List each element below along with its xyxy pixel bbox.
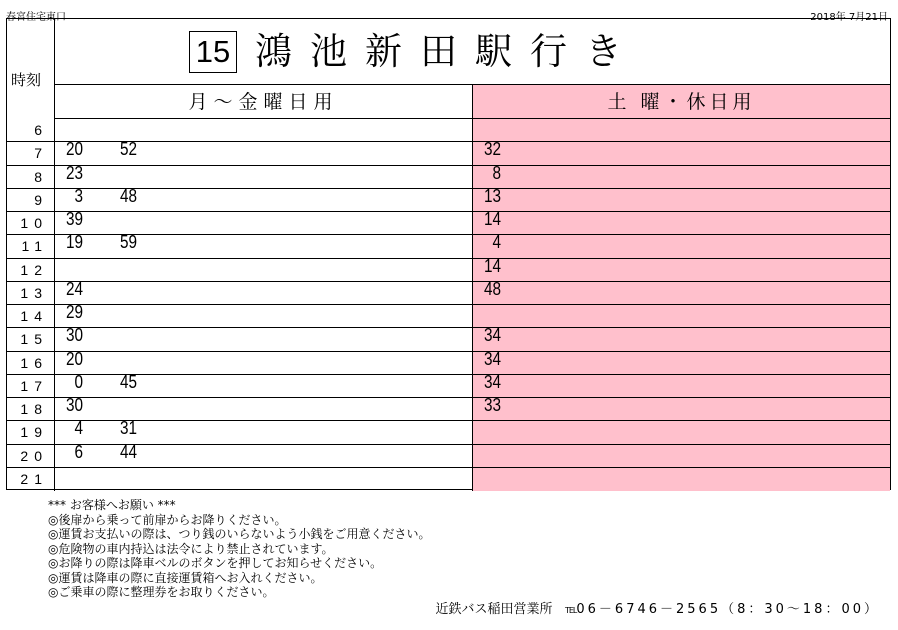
weekend-cell bbox=[473, 209, 890, 234]
hour-cell: 15 bbox=[7, 328, 55, 350]
weekday-cell bbox=[55, 348, 473, 374]
hour-cell: 14 bbox=[7, 305, 55, 327]
weekday-cell bbox=[55, 259, 473, 281]
weekend-cell bbox=[473, 325, 890, 350]
table-row bbox=[7, 302, 890, 328]
destination-title: 鴻池新田駅行き bbox=[255, 30, 640, 73]
time-column-header bbox=[7, 19, 55, 119]
weekday-cell bbox=[55, 325, 473, 350]
weekday-cell bbox=[55, 139, 473, 164]
notes-heading: *** お客様へお願い *** bbox=[48, 498, 176, 512]
weekday-cell bbox=[55, 278, 473, 304]
departure-minute: 34 bbox=[483, 348, 501, 369]
weekend-cell bbox=[473, 162, 890, 188]
weekday-cell bbox=[55, 232, 473, 257]
weekday-header: 月～金曜日用 bbox=[55, 85, 473, 119]
table-row bbox=[7, 441, 890, 468]
departure-minute: 59 bbox=[119, 232, 137, 253]
departure-minute: 45 bbox=[119, 371, 137, 392]
weekend-cell bbox=[473, 421, 890, 443]
table-row bbox=[7, 325, 890, 351]
note-line: ◎後扉から乗って前扉からお降りください。 bbox=[48, 512, 287, 527]
departure-minute: 19 bbox=[65, 232, 83, 253]
departure-minute: 14 bbox=[483, 255, 501, 276]
weekday-cell bbox=[55, 371, 473, 397]
weekday-cell bbox=[55, 418, 473, 443]
weekend-cell bbox=[473, 185, 890, 211]
departure-minute: 20 bbox=[65, 348, 83, 369]
departure-minute: 6 bbox=[74, 441, 83, 462]
tel-label: TEL bbox=[564, 606, 577, 615]
office-name: 近鉄バス稲田営業所 bbox=[435, 602, 553, 617]
departure-minute: 48 bbox=[119, 185, 137, 206]
table-row bbox=[7, 468, 890, 491]
departure-minute: 34 bbox=[483, 371, 501, 392]
table-row bbox=[7, 371, 890, 398]
weekend-cell bbox=[473, 305, 890, 327]
weekend-cell bbox=[473, 232, 890, 257]
table-row bbox=[7, 162, 890, 189]
hour-cell: 19 bbox=[7, 421, 55, 443]
timetable bbox=[6, 18, 891, 490]
weekend-cell bbox=[473, 395, 890, 420]
hour-cell: 16 bbox=[7, 352, 55, 374]
departure-minute: 32 bbox=[483, 139, 501, 160]
hour-cell: 21 bbox=[7, 468, 55, 491]
note-line: ◎運賃お支払いの際は、つり銭のいらないよう小銭をご用意ください。 bbox=[48, 527, 431, 541]
note-line: ◎ご乗車の際に整理券をお取りください。 bbox=[48, 585, 275, 599]
departure-minute: 20 bbox=[65, 139, 83, 160]
table-row bbox=[7, 418, 890, 444]
bus-stop-name: 春宮住宅東口 bbox=[6, 12, 66, 23]
table-row bbox=[7, 119, 890, 142]
time-label: 時刻 bbox=[11, 71, 42, 89]
weekend-cell bbox=[473, 119, 890, 141]
hour-cell: 17 bbox=[7, 375, 55, 397]
title-row bbox=[55, 19, 890, 85]
weekday-cell bbox=[55, 441, 473, 467]
departure-minute: 3 bbox=[74, 185, 83, 206]
phone-number: 06－6746－2565 bbox=[576, 602, 722, 617]
weekend-cell bbox=[473, 371, 890, 397]
weekend-cell bbox=[473, 255, 890, 281]
table-row bbox=[7, 139, 890, 165]
departure-minute: 31 bbox=[119, 418, 137, 439]
departure-minute: 23 bbox=[65, 162, 83, 183]
hour-cell: 11 bbox=[7, 235, 55, 257]
weekday-cell bbox=[55, 209, 473, 234]
weekend-header: 土 曜・休日用 bbox=[473, 85, 890, 119]
departure-minute: 33 bbox=[483, 395, 501, 415]
departure-minute: 13 bbox=[483, 185, 501, 206]
timetable-rows bbox=[7, 119, 890, 489]
weekday-cell bbox=[55, 302, 473, 327]
table-row bbox=[7, 348, 890, 375]
table-row bbox=[7, 255, 890, 282]
hour-cell: 12 bbox=[7, 259, 55, 281]
weekday-cell bbox=[55, 185, 473, 211]
hour-cell: 13 bbox=[7, 282, 55, 304]
hour-cell: 8 bbox=[7, 166, 55, 188]
hour-cell: 10 bbox=[7, 212, 55, 234]
note-line: ◎運賃は降車の際に直接運賃箱へお入れください。 bbox=[48, 570, 323, 585]
hour-cell: 9 bbox=[7, 189, 55, 211]
weekend-cell bbox=[473, 468, 890, 491]
weekday-cell bbox=[55, 395, 473, 420]
weekday-cell bbox=[55, 468, 473, 491]
weekday-cell bbox=[55, 162, 473, 188]
departure-minute: 4 bbox=[492, 232, 501, 253]
note-line: ◎危険物の車内持込は法令により禁止されています。 bbox=[48, 541, 334, 556]
departure-minute: 39 bbox=[65, 209, 83, 229]
route-number: 15 bbox=[189, 31, 237, 73]
weekend-cell bbox=[473, 348, 890, 374]
departure-minute: 34 bbox=[483, 325, 501, 346]
table-row bbox=[7, 232, 890, 258]
table-row bbox=[7, 395, 890, 421]
table-row bbox=[7, 278, 890, 305]
weekend-cell bbox=[473, 445, 890, 467]
weekend-cell bbox=[473, 278, 890, 304]
departure-minute: 30 bbox=[65, 395, 83, 415]
departure-minute: 30 bbox=[65, 325, 83, 346]
hour-cell: 18 bbox=[7, 398, 55, 420]
note-line: ◎お降りの際は降車ベルのボタンを押してお知らせください。 bbox=[48, 556, 383, 570]
hour-cell: 7 bbox=[7, 142, 55, 164]
office-hours: （8：30～18：00） bbox=[721, 602, 880, 617]
table-row bbox=[7, 209, 890, 235]
hour-cell: 6 bbox=[7, 119, 55, 141]
departure-minute: 48 bbox=[483, 278, 501, 299]
table-row bbox=[7, 185, 890, 212]
departure-minute: 29 bbox=[65, 302, 83, 322]
departure-minute: 44 bbox=[119, 441, 137, 462]
print-date: 2018年 7月21日 bbox=[810, 12, 888, 23]
departure-minute: 4 bbox=[74, 418, 83, 439]
weekday-cell bbox=[55, 119, 473, 141]
weekend-cell bbox=[473, 139, 890, 164]
departure-minute: 8 bbox=[492, 162, 501, 183]
office-contact bbox=[436, 598, 880, 617]
departure-minute: 24 bbox=[65, 278, 83, 299]
hour-cell: 20 bbox=[7, 445, 55, 467]
departure-minute: 52 bbox=[119, 139, 137, 160]
passenger-notes bbox=[48, 498, 430, 600]
departure-minute: 0 bbox=[74, 371, 83, 392]
departure-minute: 14 bbox=[483, 209, 501, 229]
